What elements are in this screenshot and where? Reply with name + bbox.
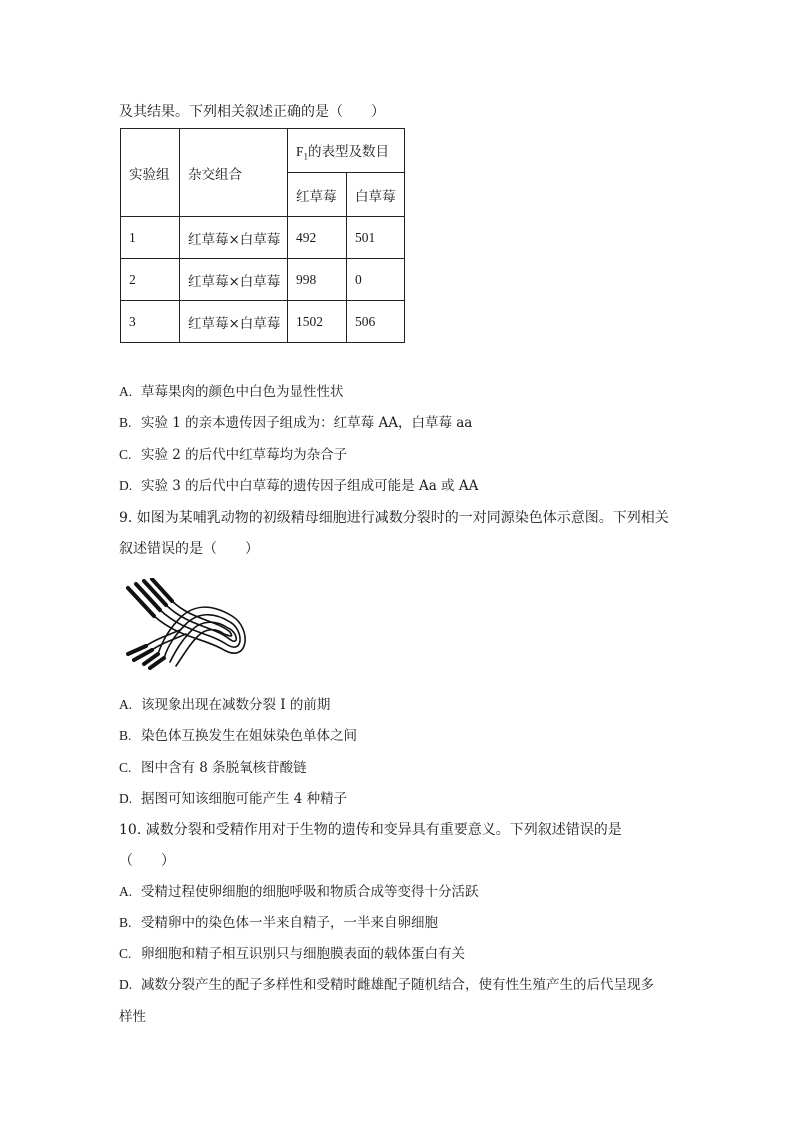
q10-option-b: B. 受精卵中的染色体一半来自精子，一半来自卵细胞 [119, 915, 438, 931]
cell-cross: 红草莓×白草莓 [180, 217, 288, 259]
question-9-stem-line2: 叙述错误的是（ ） [119, 541, 259, 557]
header-group: 实验组 [121, 129, 180, 217]
q10-option-c: C. 卵细胞和精子相互识别只与细胞膜表面的载体蛋白有关 [119, 946, 465, 962]
cell-cross: 红草莓×白草莓 [180, 259, 288, 301]
cell-white: 501 [347, 217, 405, 259]
cell-group: 2 [121, 259, 180, 301]
q8-option-a: A. 草莓果肉的颜色中白色为显性性状 [119, 384, 344, 400]
question-10-stem-line2: （ ） [119, 853, 175, 869]
cell-group: 1 [121, 217, 180, 259]
q9-option-a: A. 该现象出现在减数分裂 I 的前期 [119, 697, 331, 713]
q10-option-a: A. 受精过程使卵细胞的细胞呼吸和物质合成等变得十分活跃 [119, 884, 479, 900]
cell-red: 998 [288, 259, 347, 301]
cell-white: 506 [347, 301, 405, 343]
header-white: 白草莓 [347, 173, 405, 217]
cell-red: 492 [288, 217, 347, 259]
cell-group: 3 [121, 301, 180, 343]
q9-option-b: B. 染色体互换发生在姐妹染色单体之间 [119, 728, 357, 744]
cell-red: 1502 [288, 301, 347, 343]
cell-white: 0 [347, 259, 405, 301]
cell-cross: 红草莓×白草莓 [180, 301, 288, 343]
header-red: 红草莓 [288, 173, 347, 217]
q8-option-d: D. 实验 3 的后代中白草莓的遗传因子组成可能是 Aa 或 AA [119, 478, 479, 494]
question-8-stem-tail: 及其结果。下列相关叙述正确的是（ ） [119, 104, 385, 120]
experiment-table [120, 128, 405, 343]
q9-option-d: D. 据图可知该细胞可能产生 4 种精子 [119, 791, 348, 807]
homologous-chromosome-figure [124, 578, 248, 670]
q10-option-d: D. 减数分裂产生的配子多样性和受精时雌雄配子随机结合，使有性生殖产生的后代呈现多 [119, 977, 654, 993]
q10-option-d-continuation: 样性 [119, 1009, 146, 1025]
question-10-stem-line1: 10. 减数分裂和受精作用对于生物的遗传和变异具有重要意义。下列叙述错误的是 [119, 822, 622, 838]
q9-option-c: C. 图中含有 8 条脱氧核苷酸链 [119, 760, 307, 776]
table-row [121, 217, 405, 259]
q8-option-c: C. 实验 2 的后代中红草莓均为杂合子 [119, 447, 348, 463]
q8-option-b: B. 实验 1 的亲本遗传因子组成为：红草莓 AA，白草莓 aa [119, 415, 473, 431]
header-f1: $F_1$的表型及数目 [288, 129, 405, 173]
question-9-stem-line1: 9. 如图为某哺乳动物的初级精母细胞进行减数分裂时的一对同源染色体示意图。下列相关 [119, 510, 669, 526]
header-cross: 杂交组合 [180, 129, 288, 217]
table-row [121, 259, 405, 301]
table-row [121, 301, 405, 343]
